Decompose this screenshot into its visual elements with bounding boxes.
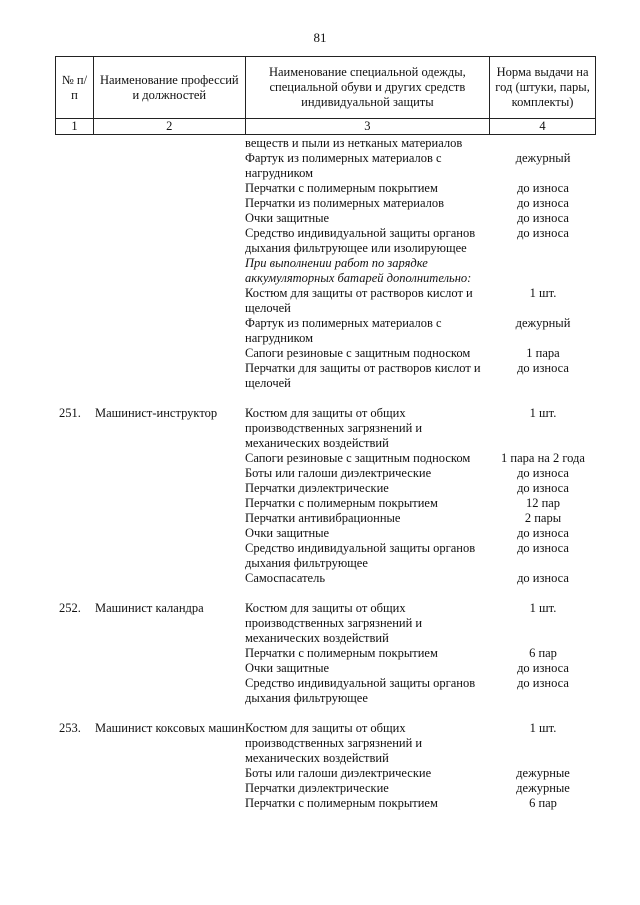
equipment-name: Перчатки для защиты от растворов кислот и щелочей (245, 361, 481, 390)
issue-norm: до износа (517, 361, 569, 375)
equipment-name: Фартук из полимерных материалов с нагрудником (245, 316, 442, 345)
profession-name: Машинист коксовых машин (95, 721, 245, 735)
table-row-group (55, 721, 596, 811)
equipment-name: Фартук из полимерных материалов с нагрудником (245, 151, 442, 180)
row-number: 253. (59, 721, 81, 735)
header-col-profession: Наименование профессий и должностей (93, 57, 245, 119)
issue-norm: до износа (517, 181, 569, 195)
table-body (55, 136, 596, 811)
equipment-name: Перчатки с полимерным покрытием (245, 496, 438, 510)
equipment-name: Очки защитные (245, 211, 330, 225)
equipment-name: Костюм для защиты от растворов кислот и щелочей (245, 286, 473, 315)
issue-norm: до износа (517, 526, 569, 540)
issue-norm: дежурные (516, 766, 570, 780)
equipment-name: Очки защитные (245, 661, 330, 675)
equipment-name: Перчатки диэлектрические (245, 781, 389, 795)
issue-norm: 2 пары (524, 511, 562, 525)
equipment-name: веществ и пыли из нетканых материалов (245, 136, 463, 150)
row-number: 251. (59, 406, 81, 420)
equipment-name: Средство индивидуальной защиты органов дыхания фильтрующее или изолирующее (245, 226, 476, 255)
equipment-name: Сапоги резиновые с защитным подноском (245, 346, 471, 360)
header-col-norm: Норма выдачи на год (штуки, пары, комплекты) (490, 57, 596, 119)
issue-norm: до износа (517, 571, 569, 585)
issue-norm: 1 шт. (529, 601, 557, 615)
row-number (55, 136, 93, 391)
issue-norm: дежурные (516, 781, 570, 795)
equipment-name: Перчатки из полимерных материалов (245, 196, 445, 210)
issue-norm: 1 пара (526, 346, 560, 360)
issue-norm: 1 шт. (529, 721, 557, 735)
equipment-name: Перчатки антивибрационные (245, 511, 401, 525)
issue-norm: до износа (517, 541, 569, 555)
issue-norm: дежурный (515, 316, 571, 330)
equipment-name: Боты или галоши диэлектрические (245, 466, 432, 480)
issue-norm: до износа (517, 211, 569, 225)
table-row-group (55, 406, 596, 586)
row-number: 252. (59, 601, 81, 615)
profession-name: Машинист-инструктор (95, 406, 218, 420)
issue-norm: до износа (517, 676, 569, 690)
issue-norm (490, 256, 596, 286)
issue-norm: дежурный (515, 151, 571, 165)
equipment-name: Перчатки с полимерным покрытием (245, 181, 438, 195)
header-index-4: 4 (490, 119, 596, 135)
equipment-name: При выполнении работ по зарядке аккумуляторных батарей дополнительно: (245, 256, 472, 285)
equipment-name: Средство индивидуальной защиты органов дыхания фильтрующее (245, 676, 476, 705)
group-spacer (55, 586, 596, 601)
equipment-name: Средство индивидуальной защиты органов дыхания фильтрующее (245, 541, 476, 570)
group-spacer (55, 391, 596, 406)
issue-norm: 12 пар (525, 496, 561, 510)
table-row-group (55, 601, 596, 706)
equipment-name: Перчатки с полимерным покрытием (245, 646, 438, 660)
equipment-name: Костюм для защиты от общих производственных загрязнений и механических воздействий (245, 601, 423, 645)
page-number: 81 (313, 30, 327, 45)
equipment-name: Боты или галоши диэлектрические (245, 766, 432, 780)
issue-norm: до износа (517, 481, 569, 495)
equipment-name: Самоспасатель (245, 571, 326, 585)
header-index-2: 2 (93, 119, 245, 135)
issue-norm: 1 шт. (529, 286, 557, 300)
header-index-3: 3 (245, 119, 489, 135)
equipment-name: Сапоги резиновые с защитным подноском (245, 451, 471, 465)
issue-norm: 1 шт. (529, 406, 557, 420)
issue-norm: 1 пара на 2 года (501, 451, 585, 465)
header-index-1: 1 (56, 119, 94, 135)
issue-norm: до износа (517, 466, 569, 480)
issue-norm: до износа (517, 661, 569, 675)
issue-norm: 6 пар (529, 646, 557, 660)
equipment-name: Костюм для защиты от общих производственных загрязнений и механических воздействий (245, 406, 423, 450)
header-col-equipment: Наименование специальной одежды, специальной обуви и других средств индивидуальной защиты (245, 57, 489, 119)
profession-name: Машинист каландра (95, 601, 204, 615)
group-spacer (55, 706, 596, 721)
equipment-name: Очки защитные (245, 526, 330, 540)
issue-norm: 6 пар (529, 796, 557, 810)
equipment-name: Перчатки диэлектрические (245, 481, 389, 495)
issue-norm (490, 136, 596, 151)
table-header (55, 56, 596, 135)
table-row-group (55, 136, 596, 391)
issue-norm: до износа (517, 226, 569, 240)
equipment-name: Костюм для защиты от общих производственных загрязнений и механических воздействий (245, 721, 423, 765)
equipment-name: Перчатки с полимерным покрытием (245, 796, 438, 810)
header-col-number: № п/п (56, 57, 94, 119)
issue-norm: до износа (517, 196, 569, 210)
profession-name (93, 136, 245, 391)
